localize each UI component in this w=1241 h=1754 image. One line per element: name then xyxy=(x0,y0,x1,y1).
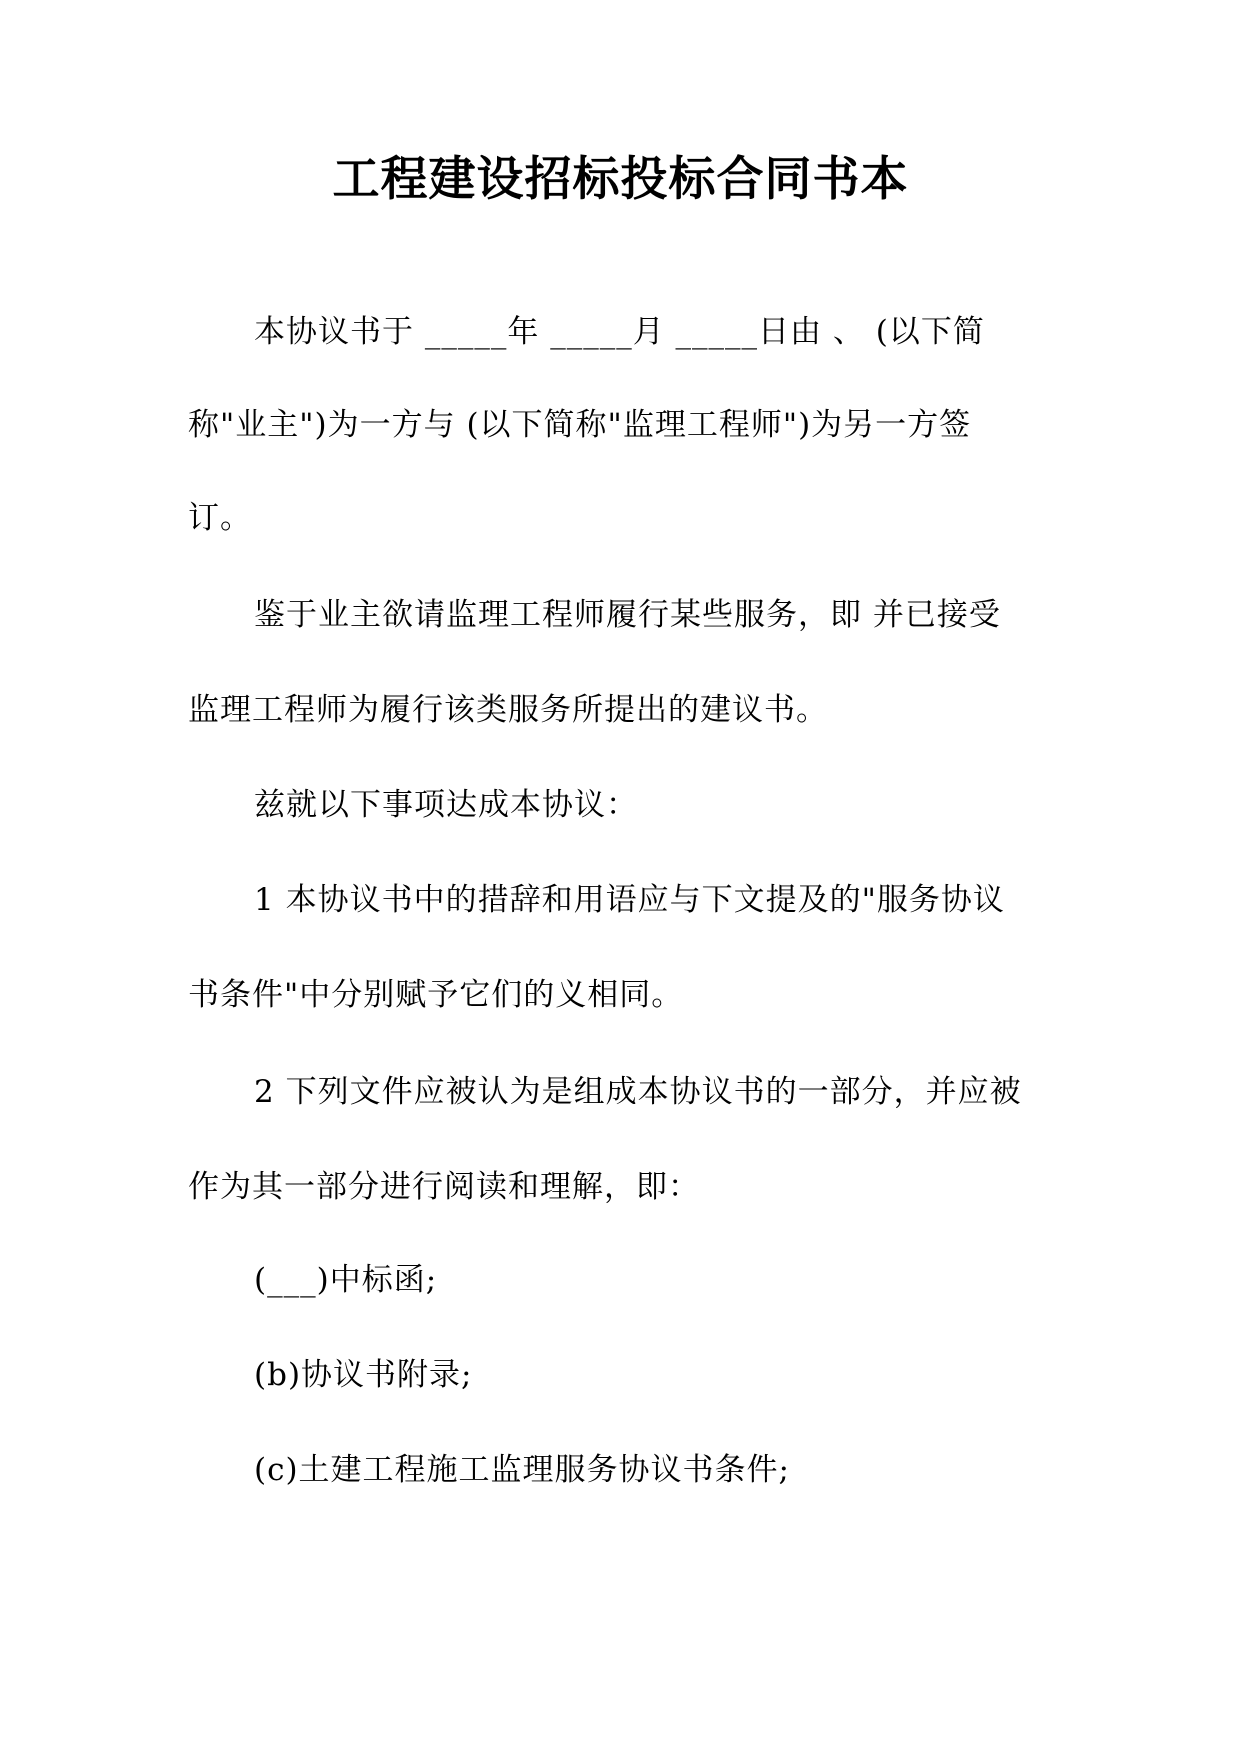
paragraph-line: 订。 xyxy=(188,500,252,536)
paragraph-line: 作为其一部分进行阅读和理解，即： xyxy=(188,1169,700,1205)
list-item: (b)协议书附录; xyxy=(254,1357,473,1393)
paragraph-line: 书条件"中分别赋予它们的义相同。 xyxy=(188,977,684,1013)
paragraph-line: 鉴于业主欲请监理工程师履行某些服务，即 并已接受 xyxy=(254,597,1001,633)
paragraph-line: 2 下列文件应被认为是组成本协议书的一部分，并应被 xyxy=(254,1074,1022,1110)
paragraph-line: 兹就以下事项达成本协议： xyxy=(254,787,638,823)
page-title: 工程建设招标投标合同书本 xyxy=(332,152,909,207)
list-item: (c)土建工程施工监理服务协议书条件; xyxy=(254,1452,790,1488)
paragraph-line: 监理工程师为履行该类服务所提出的建议书。 xyxy=(188,692,828,728)
paragraph-line: 称"业主")为一方与 (以下简称"监理工程师")为另一方签 xyxy=(188,407,972,443)
list-item: (___)中标函; xyxy=(254,1262,438,1298)
paragraph-line: 1 本协议书中的措辞和用语应与下文提及的"服务协议 xyxy=(254,882,1005,918)
paragraph-line: 本协议书于 _____年 _____月 _____日由 、 (以下简 xyxy=(254,314,985,350)
